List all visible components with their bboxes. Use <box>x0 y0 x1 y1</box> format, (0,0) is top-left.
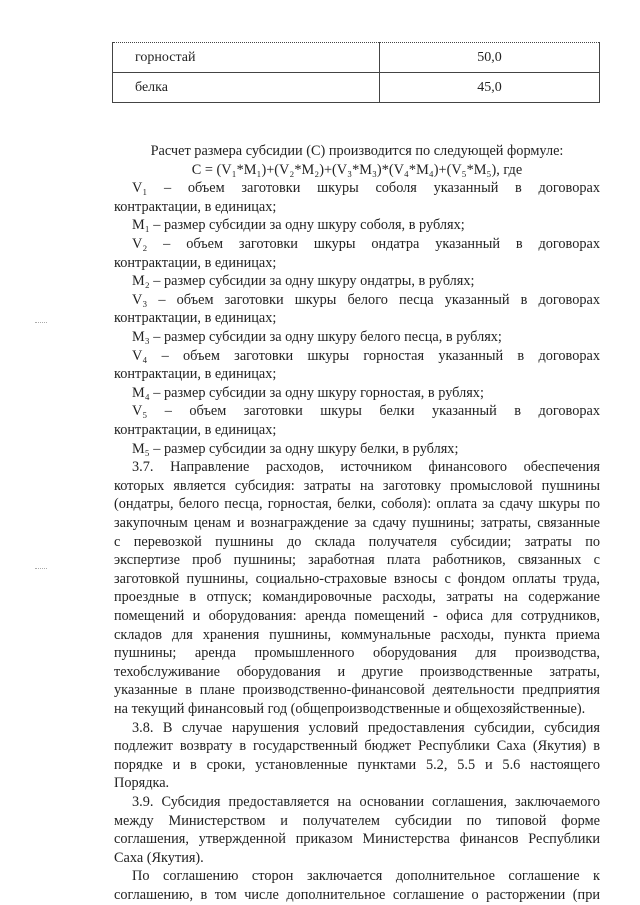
rate-value-cell: 45,0 <box>380 73 600 103</box>
text-line: на текущий финансовый год (общепроизводственные и общехозяйственные). <box>114 701 586 717</box>
text-line: заготовкой пушнины, социально-страховые взносы с фондом оплаты труда, <box>114 570 600 587</box>
text-line: M₁ – размер субсидии за одну шкуру соболя, в рублях; <box>132 217 465 234</box>
subsidy-rate-table <box>112 42 600 103</box>
text-line: V₂ – объем заготовки шкуры ондатра указанный в договорах <box>132 236 600 252</box>
text-line: M₅ – размер субсидии за одну шкуру белки, в рублях; <box>132 440 459 457</box>
text-line: (ондатры, белого песца, горностая, белки, соболя): оплата за сдачу шкуры по <box>114 496 600 513</box>
text-line: M₄ – размер субсидии за одну шкуру горностая, в рублях; <box>132 384 484 401</box>
margin-mark <box>35 568 47 569</box>
margin-mark <box>35 322 47 323</box>
text-line: проездные в отпуск; командировочные расходы, затраты на содержание <box>114 589 600 606</box>
text-line: 3.7. Направление расходов, источником финансового обеспечения <box>132 459 600 476</box>
text-line: которых является субсидия: затраты на заготовку промысловой пушнины <box>114 477 600 494</box>
text-line: указанные в плане производственно-финансовой деятельности предприятия <box>114 682 600 699</box>
text-line: M₂ – размер субсидии за одну шкуру ондатры, в рублях; <box>132 273 475 290</box>
text-line: порядке и в сроки, установленные пунктами 5.2, 5.5 и 5.6 настоящего <box>114 756 600 773</box>
text-line: пушнины; аренда промышленного оборудования для производства, <box>114 645 600 662</box>
text-line: Расчет размера субсидии (С) производится по следующей формуле: <box>150 143 564 159</box>
text-line: C = (V₁*M₁)+(V₂*M₂)+(V₃*M₃)*(V₄*M₄)+(V₅*M₅), где <box>191 161 523 178</box>
text-line: экспертизе проб пушнины; заработная плата работников, связанных с <box>114 552 600 569</box>
text-line: V₁ – объем заготовки шкуры соболя указанный в договорах <box>132 180 600 197</box>
table-row <box>113 73 600 103</box>
text-line: закупочным ценам и вознаграждение за сдачу пушнины; затраты, связанные <box>114 515 600 531</box>
text-line: помещений и оборудования: аренда помещений - офиса для сотрудников, <box>114 608 600 624</box>
text-line: V₄ – объем заготовки шкуры горностая указанный в договорах <box>132 347 600 364</box>
text-line: между Министерством и получателем субсидии по типовой форме <box>114 812 600 829</box>
animal-name-cell: горностай <box>113 43 380 73</box>
text-line: контрактации, в единицах; <box>114 310 277 327</box>
text-line: контрактации, в единицах; <box>114 254 277 271</box>
text-line: Саха (Якутия). <box>114 849 204 866</box>
animal-name-cell: белка <box>113 73 380 103</box>
text-line: техобслуживание оборудования и другие производственные затраты, <box>114 663 600 680</box>
text-line: контрактации, в единицах; <box>114 422 277 438</box>
text-line: соглашения, утвержденной приказом Министерства финансов Республики <box>114 831 600 848</box>
text-line: с перевозкой пушнины до склада получателя субсидии; затраты по <box>114 533 600 550</box>
text-line: M₃ – размер субсидии за одну шкуру белого песца, в рублях; <box>132 329 502 345</box>
text-line: V₅ – объем заготовки шкуры белки указанный в договорах <box>132 403 600 420</box>
text-line: 3.8. В случае нарушения условий предоставления субсидии, субсидия <box>132 719 600 736</box>
text-line: По соглашению сторон заключается дополнительное соглашение к <box>132 868 600 885</box>
text-line: V₃ – объем заготовки шкуры белого песца указанный в договорах <box>132 291 600 308</box>
rate-value-cell: 50,0 <box>380 43 600 73</box>
table-row <box>113 43 600 73</box>
text-line: контрактации, в единицах; <box>114 366 277 383</box>
text-line: контрактации, в единицах; <box>114 198 277 215</box>
text-line: 3.9. Субсидия предоставляется на основании соглашения, заключаемого <box>132 794 600 810</box>
text-line: складов для хранения пушнины, коммунальные расходы, пункта приема <box>114 626 600 643</box>
text-line: Порядка. <box>114 775 170 792</box>
text-line: соглашению, в том числе дополнительное соглашение о расторжении (при <box>114 887 600 903</box>
text-line: подлежит возврату в государственный бюджет Республики Саха (Якутия) в <box>114 738 600 755</box>
